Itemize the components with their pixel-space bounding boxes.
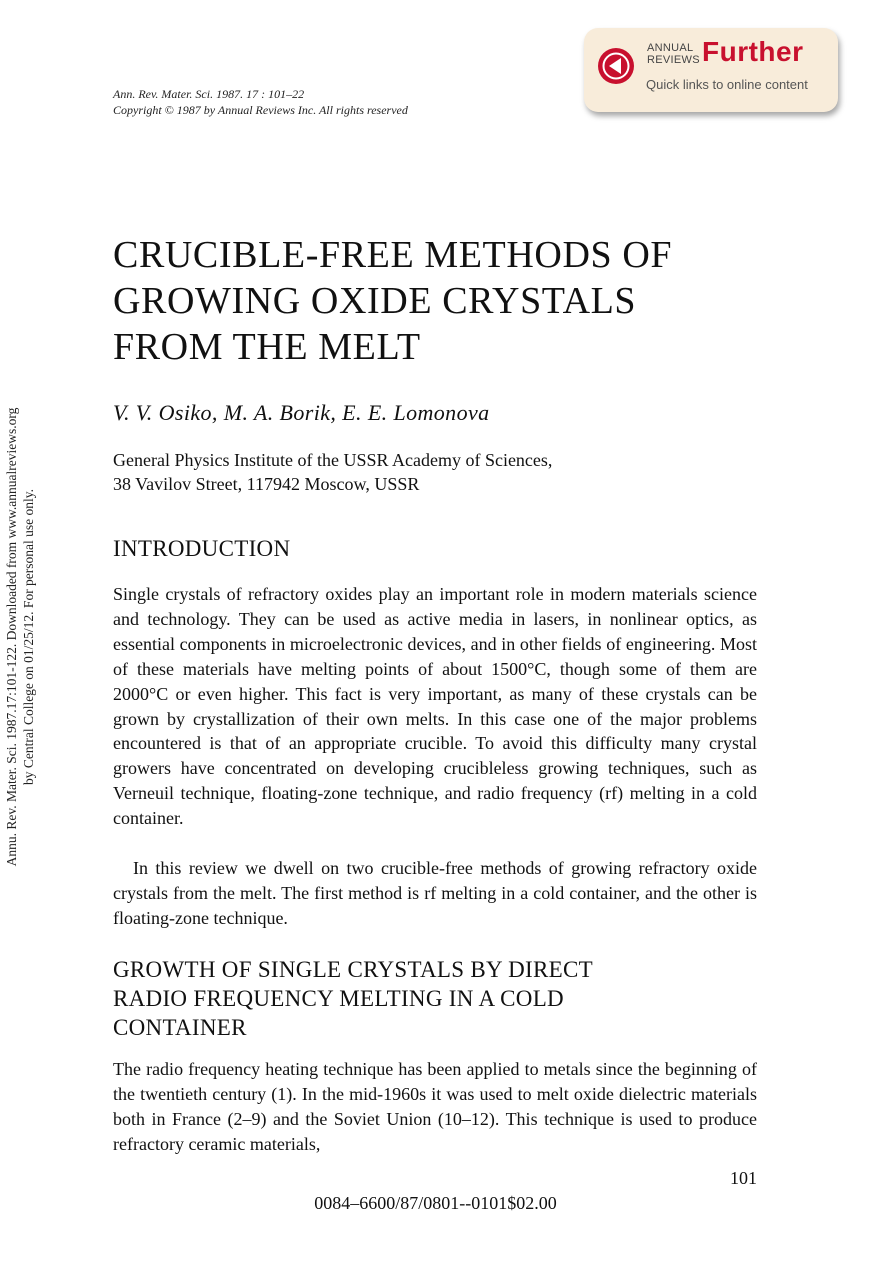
citation-line-2: Copyright © 1987 by Annual Reviews Inc. All rights reserved [113,103,408,117]
heading-line: RADIO FREQUENCY MELTING IN A COLD [113,986,564,1011]
section-heading-introduction: INTRODUCTION [113,536,291,561]
article-code: 0084–6600/87/0801--0101$02.00 [314,1193,557,1213]
annual-reviews-wordmark [647,42,700,66]
badge-further-label: Further [702,36,804,67]
badge-subtitle: Quick links to online content [646,77,808,92]
heading-line: GROWTH OF SINGLE CRYSTALS BY DIRECT [113,957,593,982]
section-heading-growth [113,955,593,1042]
heading-line: CONTAINER [113,1015,247,1040]
download-note-line-1: Annu. Rev. Mater. Sci. 1987.17:101-122. Downloaded from www.annualreviews.org [4,407,19,867]
title-line: CRUCIBLE-FREE METHODS OF [113,234,673,276]
citation-line-1: Ann. Rev. Mater. Sci. 1987. 17 : 101–22 [113,87,305,101]
page-number: 101 [730,1168,757,1188]
play-back-icon [597,47,635,85]
affiliation-line-1: General Physics Institute of the USSR Academy of Sciences, [113,450,553,470]
body-paragraph: In this review we dwell on two crucible-free methods of growing refractory oxide crystals from the melt. The first method is rf melting in a cold container, and the other is floating-zone technique. [113,858,757,928]
download-note-line-2: by Central College on 01/25/12. For personal use only. [21,488,36,786]
download-note [0,350,40,925]
body-paragraph: Single crystals of refractory oxides play an important role in modern materials science and technology. They can be used as active media in lasers, in nonlinear optics, as essential components in microelectronic devices, and in other fields of engineering. Most of these materials have melting points of about 1500°C, though some of them are 2000°C or even higher. This fact is very important, as many of these crystals can be grown by crystallization of their own melts. In this case one of the major problems encountered is that of an appropriate crucible. To avoid this difficulty many crystal growers have concentrated on developing crucibleless growing techniques, such as Verneuil technique, floating-zone technique, and radio frequency (rf) melting in a cold container. [113,584,757,829]
title-line: GROWING OXIDE CRYSTALS [113,280,637,322]
author-list: V. V. Osiko, M. A. Borik, E. E. Lomonova [113,400,490,425]
badge-annual-label: ANNUAL [647,42,694,54]
article-title [113,232,672,370]
journal-citation [113,86,408,118]
further-links-badge[interactable] [584,28,838,112]
affiliation-line-2: 38 Vavilov Street, 117942 Moscow, USSR [113,474,420,494]
title-line: FROM THE MELT [113,326,421,368]
badge-reviews-label: REVIEWS [647,54,700,66]
affiliation [113,448,552,496]
body-paragraph: The radio frequency heating technique has been applied to metals since the beginning of the twentieth century (1). In the mid-1960s it was used to melt oxide dielectric materials both in France (2–9) and the Soviet Union (10–12). This technique is used to produce refractory ceramic materials, [113,1059,757,1154]
